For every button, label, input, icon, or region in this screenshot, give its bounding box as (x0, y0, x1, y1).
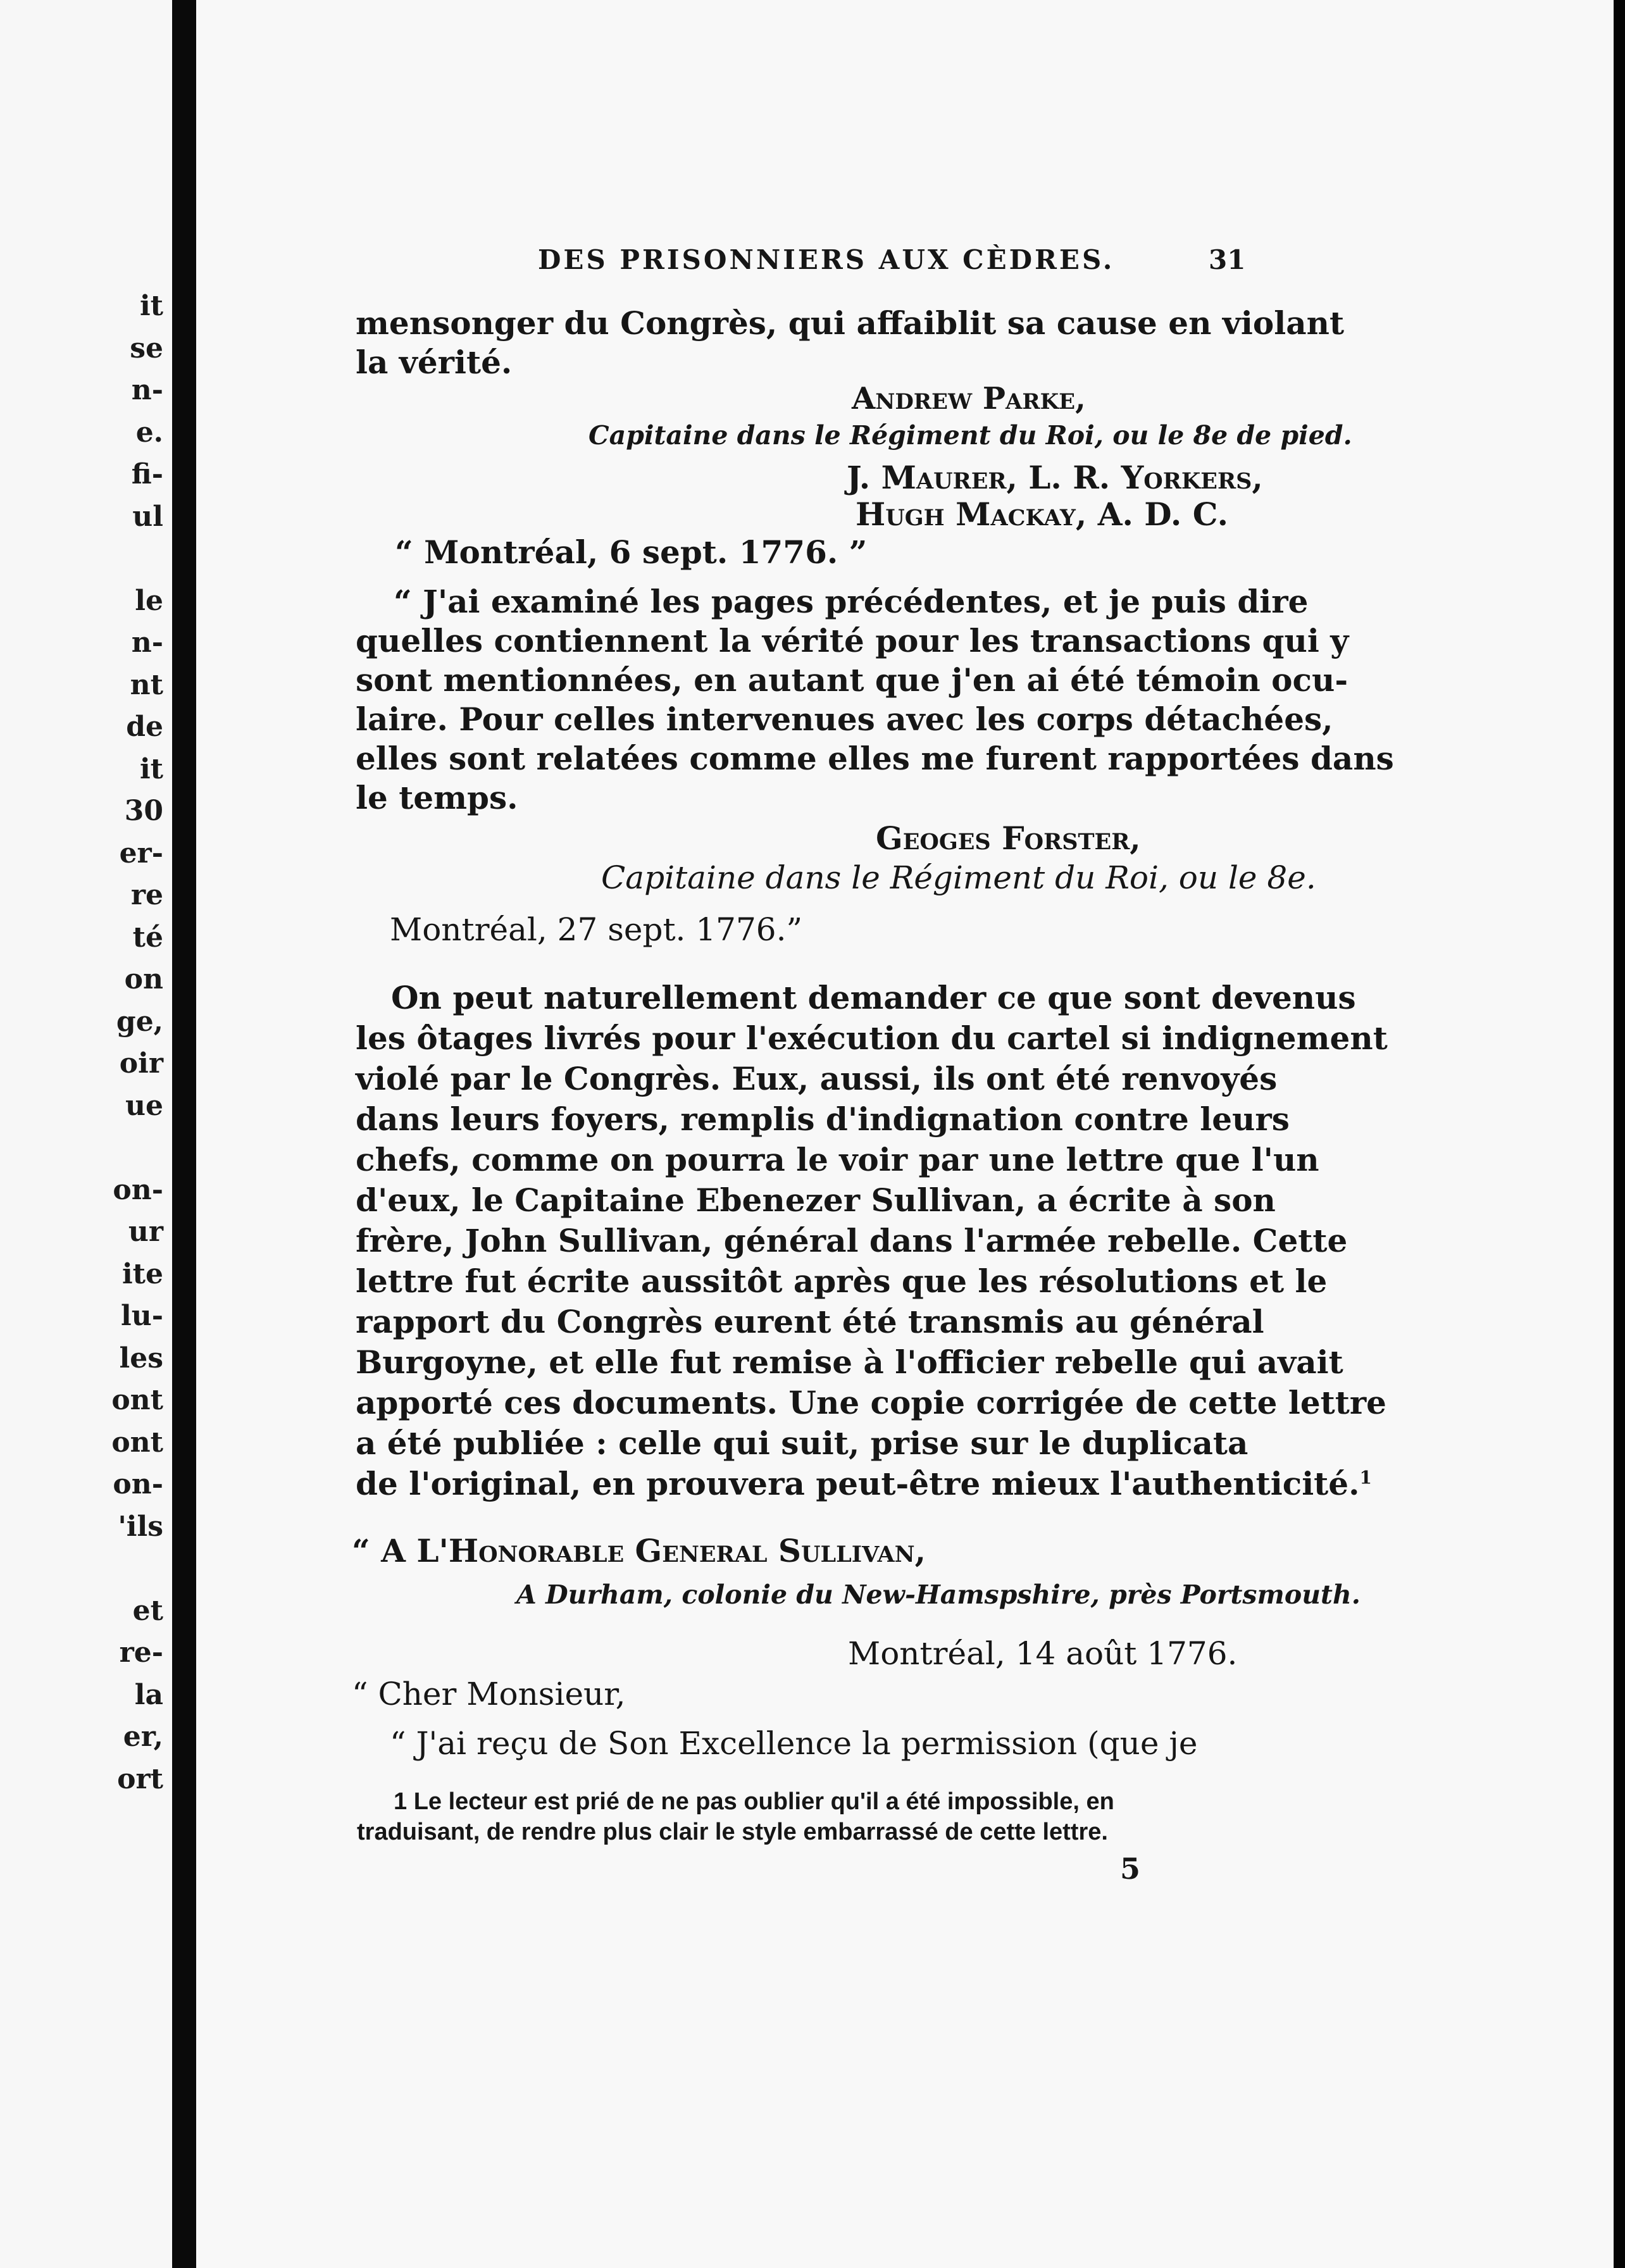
previous-page-fragment: 'ils (118, 1511, 163, 1543)
previous-page-fragment: on (124, 963, 163, 995)
text-line: lettre fut écrite aussitôt après que les résolutions et le (356, 1262, 1328, 1300)
previous-page-fragment: ur (128, 1216, 163, 1248)
letter-address-location: A Durham, colonie du New-Hamspshire, près Portsmouth. (516, 1580, 1361, 1610)
previous-page-fragment: ue (125, 1090, 163, 1122)
previous-page-fragment: n- (131, 626, 163, 659)
previous-page-fragment: er, (123, 1721, 163, 1753)
previous-page-fragment: nt (130, 669, 163, 701)
text-line: elles sont relatées comme elles me furent rapportées dans (356, 740, 1394, 777)
text-line: laire. Pour celles intervenues avec les corps détachées, (356, 701, 1333, 738)
previous-page-fragment: ge, (116, 1006, 163, 1038)
previous-page-fragment: n- (131, 374, 163, 406)
text-line: apporté ces documents. Une copie corrigée de cette lettre (356, 1384, 1386, 1421)
text-line: “ J'ai examiné les pages précédentes, et je puis dire (394, 583, 1309, 620)
previous-page-fragment: it (139, 753, 163, 785)
previous-page-fragment: fi- (131, 458, 163, 490)
previous-page-fragment: les (119, 1342, 163, 1374)
previous-page-fragment: re- (119, 1636, 163, 1669)
previous-page-fragment: ort (117, 1763, 163, 1795)
text-line: sont mentionnées, en autant que j'en ai été témoin ocu- (356, 661, 1348, 699)
footnote-marker: 1 (1359, 1467, 1372, 1488)
previous-page-fragment: et (132, 1595, 163, 1627)
page-number: 31 (1209, 244, 1246, 275)
previous-page-fragment: ont (111, 1426, 163, 1459)
previous-page-fragment: de (126, 711, 163, 743)
book-gutter (172, 0, 196, 2268)
footnote-line: 1 Le lecteur est prié de ne pas oublier qu'il a été impossible, en (394, 1788, 1114, 1815)
previous-page-fragment: la (134, 1679, 163, 1711)
text-line: rapport du Congrès eurent été transmis au général (356, 1303, 1264, 1340)
previous-page-fragment: e. (135, 416, 163, 449)
text-line: mensonger du Congrès, qui affaiblit sa cause en violant (356, 304, 1345, 342)
previous-page-fragment: ul (132, 501, 163, 533)
previous-page-fragment: ont (111, 1384, 163, 1416)
previous-page-fragment: se (130, 332, 163, 364)
letter-date: Montréal, 14 août 1776. (848, 1635, 1238, 1672)
dateline: Montréal, 27 sept. 1776.” (390, 911, 803, 948)
text-line: le temps. (356, 779, 518, 816)
text-line: la vérité. (356, 344, 513, 381)
text-line: de l'original, en prouvera peut-être mieux l'authenticité. (356, 1465, 1360, 1502)
footnote-line: traduisant, de rendre plus clair le style embarrassé de cette lettre. (357, 1819, 1108, 1845)
previous-page-fragment: er- (119, 837, 163, 869)
signature-names: J. Maurer, L. R. Yorkers, (847, 459, 1263, 496)
signature-title: Capitaine dans le Régiment du Roi, ou le 8e de pied. (588, 420, 1352, 451)
previous-page-fragment: on- (113, 1174, 163, 1206)
text-line: On peut naturellement demander ce que sont devenus (391, 979, 1356, 1016)
previous-page-fragment: re (130, 879, 163, 911)
previous-page-edge (0, 0, 172, 2268)
previous-page-fragment: on- (113, 1468, 163, 1500)
text-line: chefs, comme on pourra le voir par une lettre que l'un (356, 1141, 1319, 1178)
previous-page-fragment: té (132, 921, 163, 954)
page-edge-right (1614, 0, 1625, 2268)
text-line: violé par le Congrès. Eux, aussi, ils ont été renvoyés (356, 1060, 1278, 1097)
previous-page-fragment: it (139, 290, 163, 322)
signature-name: Geoges Forster, (876, 819, 1141, 857)
book-page (196, 0, 1614, 2268)
running-head: DES PRISONNIERS AUX CÈDRES. (538, 244, 1115, 275)
signature-names: Hugh Mackay, A. D. C. (856, 495, 1229, 533)
signature-title: Capitaine dans le Régiment du Roi, ou le 8e. (601, 859, 1316, 896)
text-line: les ôtages livrés pour l'exécution du cartel si indignement (356, 1019, 1388, 1057)
dateline: “ Montréal, 6 sept. 1776. ” (395, 533, 868, 571)
previous-page-fragment: ite (121, 1258, 163, 1290)
text-line: frère, John Sullivan, général dans l'armée rebelle. Cette (356, 1222, 1348, 1259)
previous-page-fragment: oir (119, 1047, 163, 1080)
text-line: dans leurs foyers, remplis d'indignation contre leurs (356, 1100, 1290, 1138)
text-line: Burgoyne, et elle fut remise à l'officier rebelle qui avait (356, 1343, 1343, 1381)
text-line: a été publiée : celle qui suit, prise sur le duplicata (356, 1424, 1248, 1462)
letter-salutation: “ Cher Monsieur, (352, 1676, 626, 1712)
previous-page-fragment: 30 (124, 795, 163, 827)
previous-page-fragment: lu- (121, 1300, 163, 1332)
letter-address: “ A L'Honorable General Sullivan, (352, 1532, 926, 1569)
text-line: d'eux, le Capitaine Ebenezer Sullivan, a écrite à son (356, 1181, 1276, 1219)
signature-mark: 5 (1120, 1852, 1141, 1886)
signature-name: Andrew Parke, (852, 381, 1086, 416)
text-line: “ J'ai reçu de Son Excellence la permission (que je (390, 1725, 1198, 1762)
text-line: quelles contiennent la vérité pour les transactions qui y (356, 622, 1349, 659)
previous-page-fragment: le (135, 585, 163, 617)
